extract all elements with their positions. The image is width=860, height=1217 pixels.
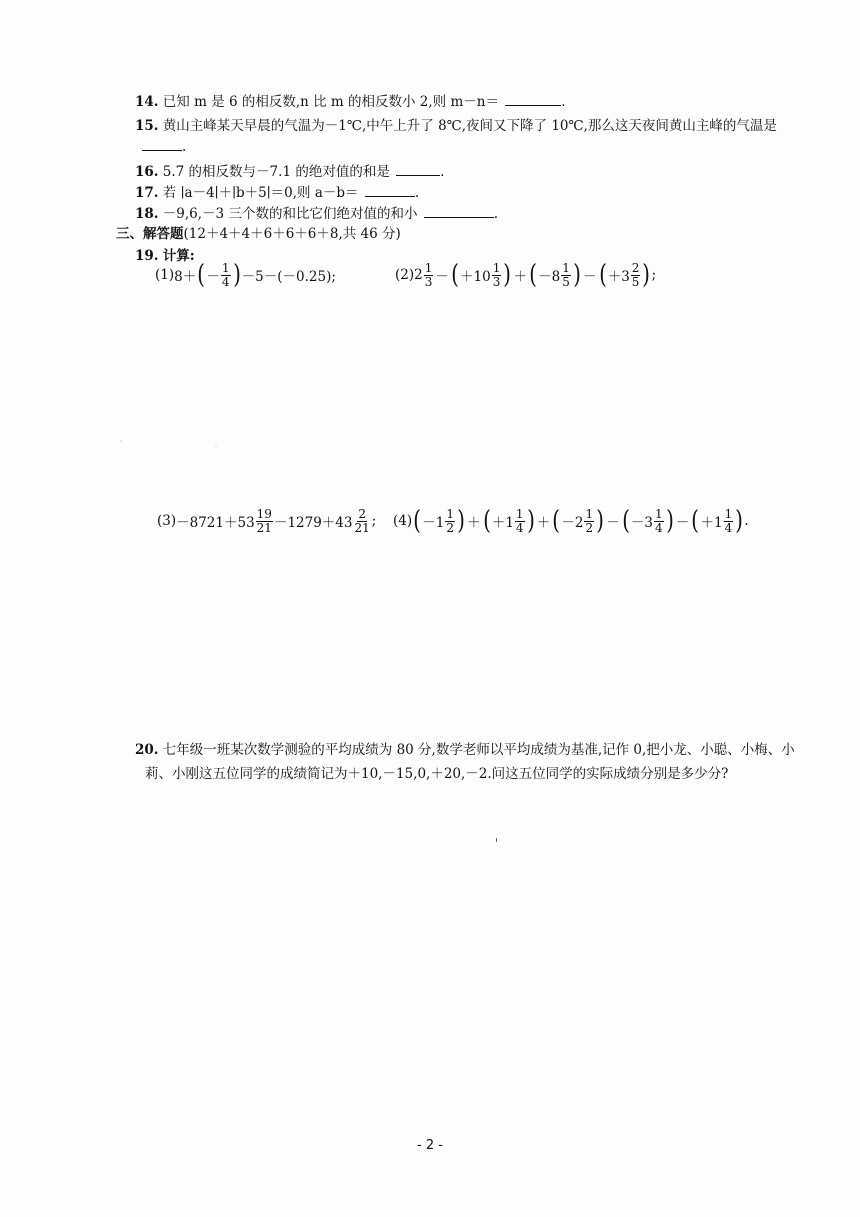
left-paren: ( — [598, 260, 607, 291]
question-text: 已知 m 是 6 的相反数,n 比 m 的相反数小 2,则 m－n＝ — [162, 94, 499, 110]
denominator: 5 — [631, 274, 640, 289]
question-number: 18. — [135, 206, 159, 222]
left-paren: ( — [552, 506, 561, 537]
term: －8721＋53 — [176, 515, 255, 532]
fraction — [515, 508, 525, 534]
numerator: 1 — [424, 261, 433, 275]
denominator: 4 — [515, 520, 524, 535]
problem-label: (3) — [157, 513, 177, 530]
question-17 — [135, 181, 419, 201]
answer-blank[interactable] — [396, 163, 440, 176]
question-title: 计算: — [162, 248, 195, 264]
numerator: 1 — [221, 261, 230, 275]
left-paren: ( — [529, 260, 537, 291]
denominator: 4 — [655, 520, 663, 535]
numerator: 1 — [724, 507, 733, 521]
question-15 — [135, 114, 777, 134]
question-19 — [135, 244, 195, 264]
question-number: 14. — [135, 94, 159, 110]
period: . — [414, 185, 420, 201]
fraction — [424, 262, 434, 288]
left-paren: ( — [197, 260, 206, 291]
left-paren: ( — [622, 506, 630, 537]
whole-part: ＋3 — [607, 269, 630, 286]
denominator: 3 — [424, 274, 433, 289]
whole-part: －8 — [538, 269, 561, 286]
scan-speck — [215, 445, 217, 447]
numerator: 1 — [585, 507, 594, 521]
period: . — [561, 94, 566, 110]
right-paren: ) — [573, 260, 581, 291]
answer-blank[interactable] — [505, 93, 561, 106]
page-number: - 2 - — [417, 1138, 443, 1153]
question-text: 5.7 的相反数与－7.1 的绝对值的和是 — [162, 164, 390, 180]
whole-part: ＋10 — [460, 269, 491, 286]
operator: ＋ — [467, 515, 481, 532]
numerator: 1 — [515, 507, 524, 521]
question-14 — [135, 90, 566, 110]
whole-part: －1 — [422, 515, 445, 532]
numerator: 1 — [492, 261, 501, 275]
fraction — [654, 508, 664, 534]
operator: ＋ — [513, 269, 527, 286]
answer-blank[interactable] — [365, 184, 415, 197]
question-20 — [135, 738, 795, 758]
numerator: 2 — [358, 507, 366, 521]
period: . — [182, 139, 187, 155]
denominator: 2 — [446, 520, 455, 535]
numerator: 1 — [562, 261, 570, 275]
right-paren: ) — [642, 260, 651, 291]
question-18 — [135, 202, 498, 222]
denominator: 21 — [354, 520, 370, 535]
right-paren: ) — [457, 506, 465, 537]
right-paren: ) — [665, 506, 674, 537]
fraction — [256, 508, 273, 534]
fraction — [221, 262, 231, 288]
fraction — [631, 262, 641, 288]
problem-19-1 — [155, 260, 336, 291]
whole-part: ＋1 — [491, 515, 514, 532]
period: . — [440, 164, 445, 180]
left-paren: ( — [691, 506, 700, 537]
question-number: 20. — [135, 742, 159, 758]
operator: － — [435, 269, 449, 286]
question-text-line-1: 七年级一班某次数学测验的平均成绩为 80 分,数学老师以平均成绩为基准,记作 0,把小龙、小聪、小梅、小 — [162, 742, 795, 758]
fraction — [584, 508, 594, 534]
right-paren: ) — [526, 506, 535, 537]
fraction — [724, 508, 734, 534]
whole-part: ＋1 — [700, 515, 723, 532]
problem-19-2 — [395, 260, 657, 291]
question-number: 15. — [135, 118, 159, 134]
period: . — [744, 513, 749, 530]
right-paren: ) — [503, 260, 512, 291]
denominator: 3 — [492, 274, 501, 289]
problem-label: (4) — [393, 513, 413, 530]
right-paren: ) — [596, 506, 604, 537]
problem-label: (1) — [155, 267, 175, 284]
semicolon: ; — [371, 513, 377, 530]
denominator: 21 — [256, 520, 272, 535]
left-paren: ( — [482, 506, 491, 537]
whole-part: －3 — [630, 515, 654, 532]
answer-blank[interactable] — [142, 138, 182, 151]
numerator: 1 — [446, 507, 455, 521]
fraction — [492, 262, 502, 288]
period: . — [493, 206, 499, 222]
question-text: －9,6,－3 三个数的和比它们绝对值的和小 — [162, 206, 418, 222]
operator: － — [675, 515, 690, 532]
term: 8＋ — [174, 269, 197, 286]
scan-speck — [496, 838, 497, 842]
question-text-line-2: 莉、小刚这五位同学的成绩简记为＋10,－15,0,＋20,－2.问这五位同学的实际成绩分别是多少分? — [145, 766, 729, 782]
answer-blank[interactable] — [424, 205, 494, 218]
question-number: 16. — [135, 164, 159, 180]
numerator: 19 — [256, 507, 272, 521]
question-text: 若 ∣a－4∣＋∣b＋5∣＝0,则 a－b＝ — [162, 185, 359, 201]
operator: － — [583, 269, 597, 286]
section-points: (12＋4＋4＋6＋6＋6＋8,共 46 分) — [183, 226, 401, 242]
denominator: 4 — [724, 520, 733, 535]
denominator: 2 — [585, 520, 594, 535]
numerator: 2 — [631, 261, 640, 275]
whole-part: －2 — [561, 515, 584, 532]
sign: － — [206, 269, 220, 286]
question-20-line-2 — [145, 762, 728, 782]
numerator: 1 — [655, 507, 663, 521]
problem-19-3 — [157, 508, 376, 534]
fraction — [561, 262, 571, 288]
right-paren: ) — [735, 506, 744, 537]
denominator: 4 — [221, 274, 230, 289]
problem-label: (2) — [395, 267, 415, 284]
left-paren: ( — [413, 506, 422, 537]
denominator: 5 — [562, 274, 570, 289]
question-text: 黄山主峰某天早晨的气温为－1℃,中午上升了 8℃,夜间又下降了 10℃,那么这天夜间黄山主峰的气温是 — [162, 118, 777, 134]
question-number: 17. — [135, 185, 159, 201]
scan-speck — [120, 440, 122, 442]
fraction — [445, 508, 455, 534]
left-paren: ( — [451, 260, 459, 291]
whole-part: 2 — [414, 267, 423, 284]
question-16 — [135, 160, 444, 180]
problem-19-4 — [393, 506, 749, 537]
fraction — [354, 508, 371, 534]
question-number: 19. — [135, 248, 159, 264]
section-heading — [116, 222, 401, 242]
right-paren: ) — [232, 260, 241, 291]
term: －5－(－0.25); — [241, 269, 336, 286]
semicolon: ; — [651, 267, 657, 284]
operator: － — [606, 515, 620, 532]
section-title: 三、解答题 — [116, 226, 184, 242]
question-15-blank-line — [140, 138, 186, 155]
operator: ＋ — [536, 515, 551, 532]
term: －1279＋43 — [273, 515, 353, 532]
